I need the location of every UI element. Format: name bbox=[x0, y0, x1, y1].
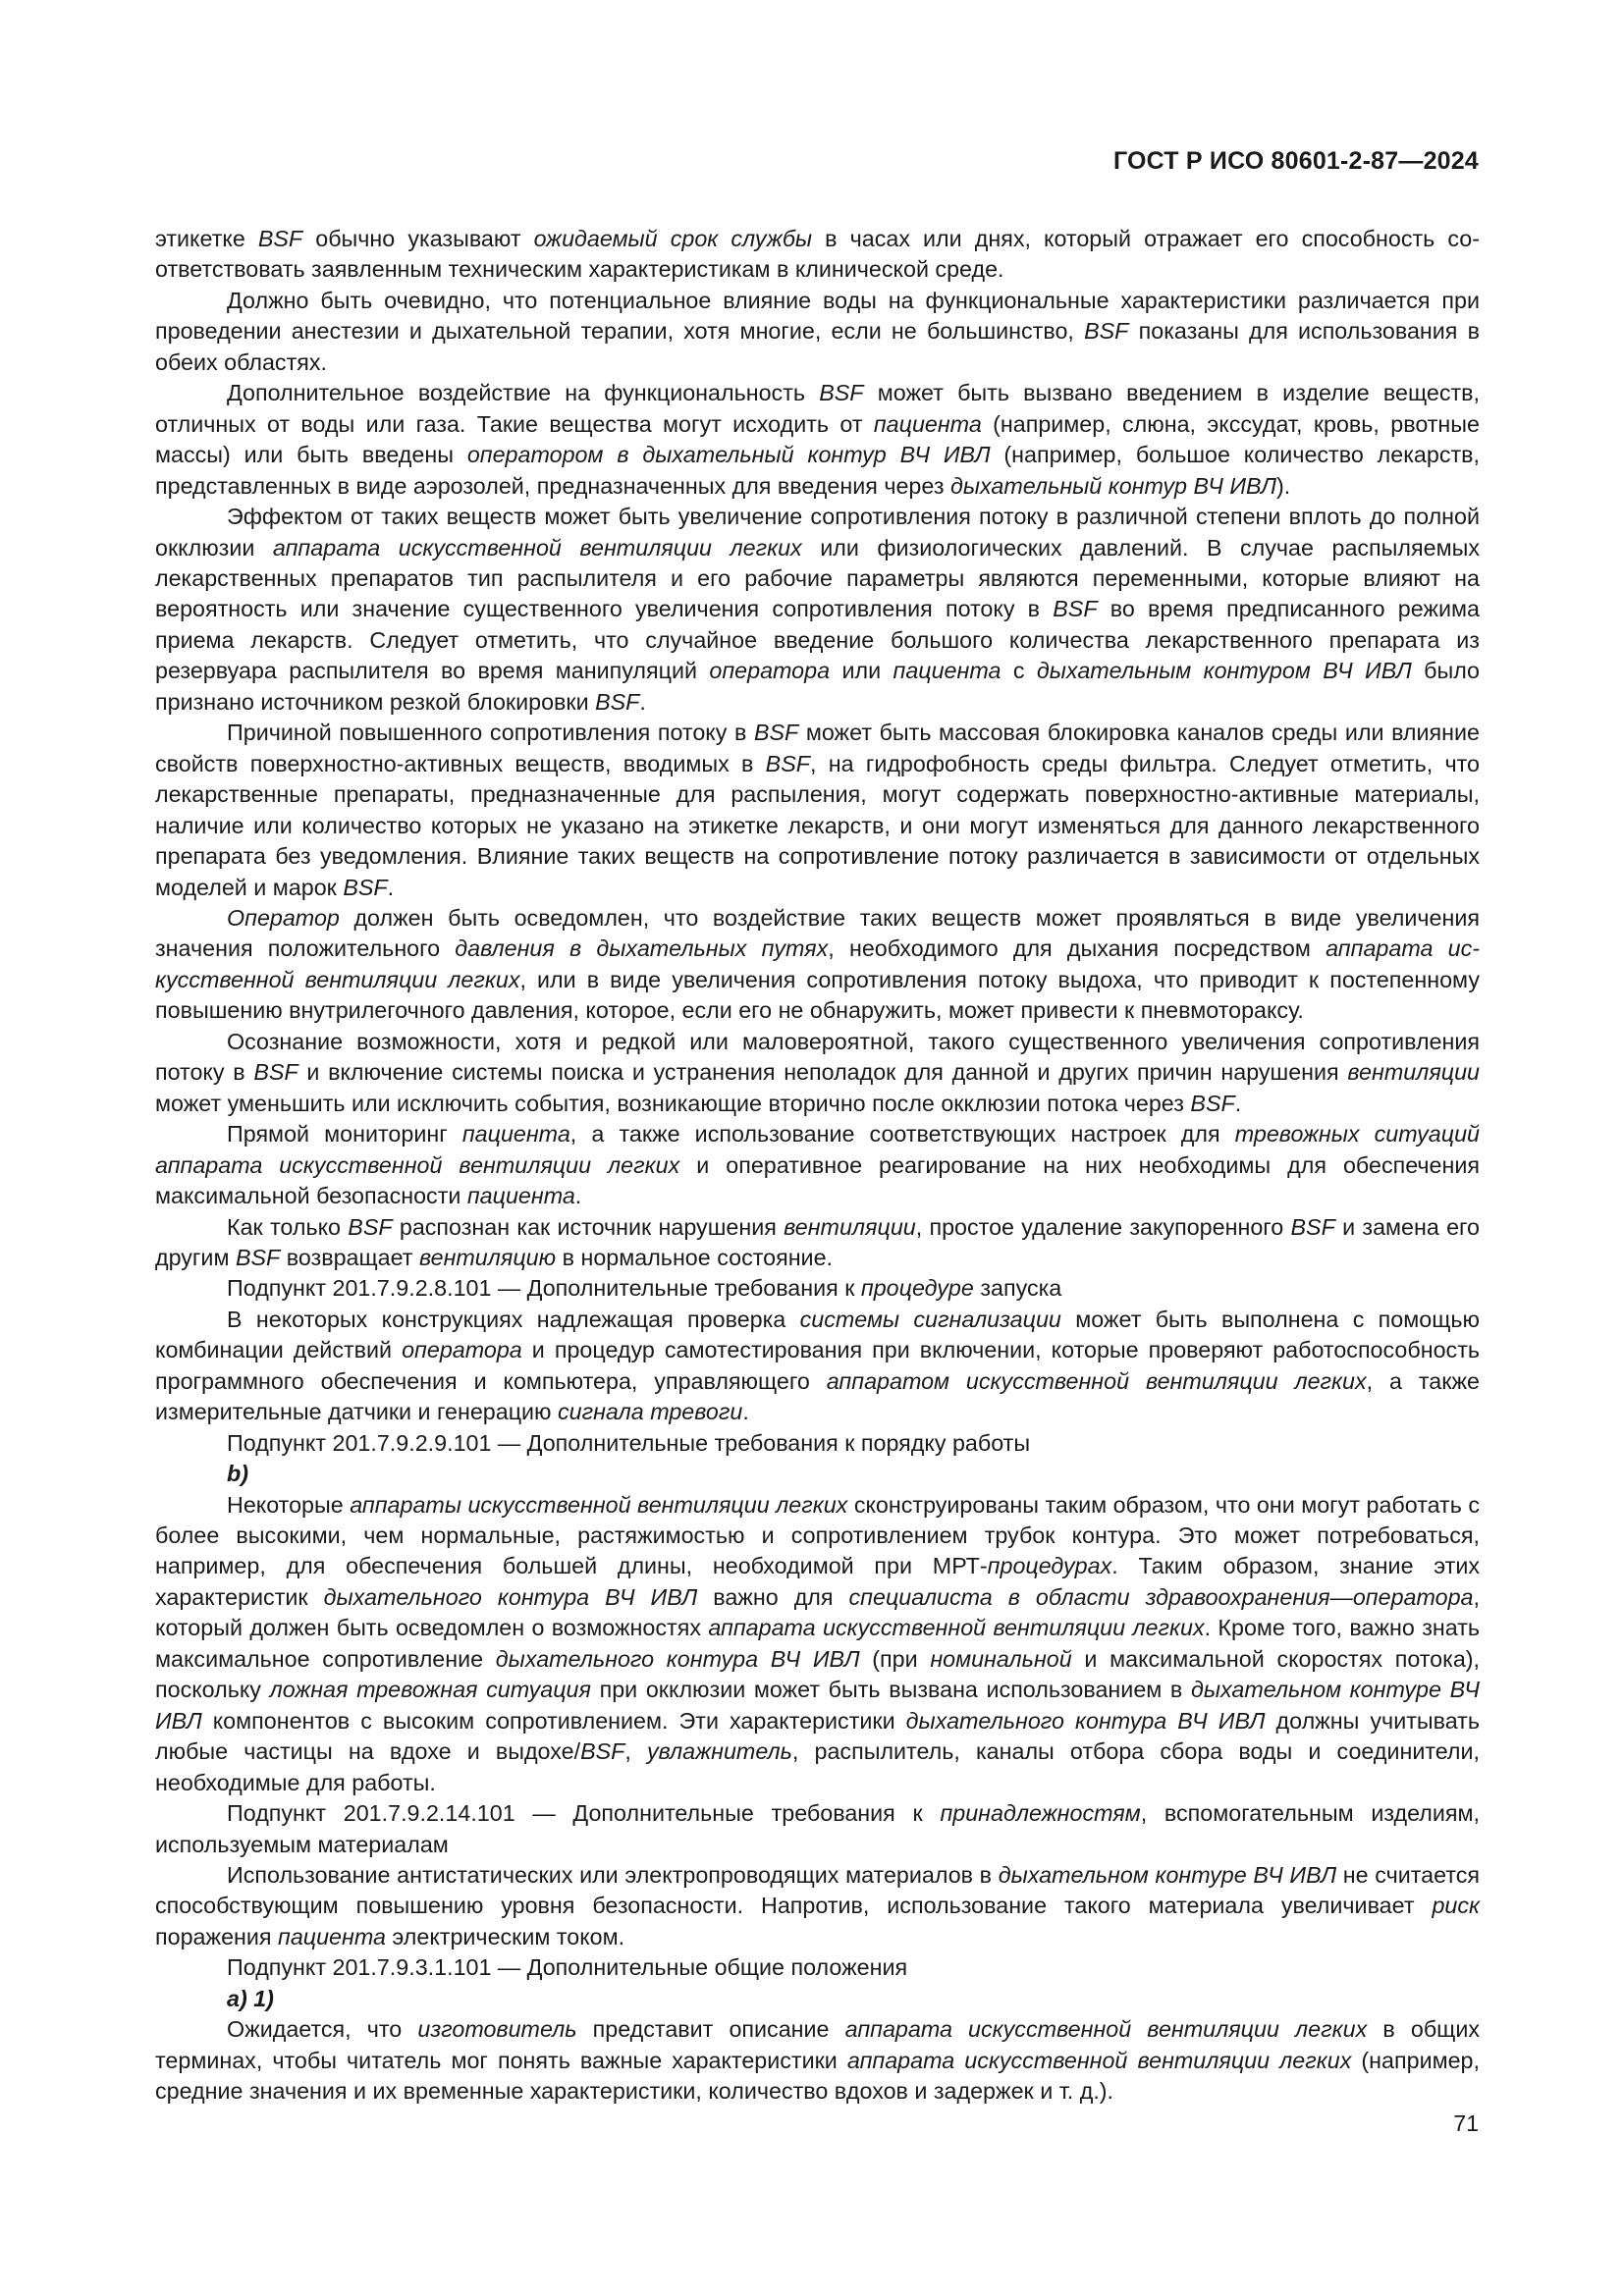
italic-term: ложная тревожная ситуация bbox=[269, 1677, 591, 1703]
para-circuit-characteristics bbox=[155, 1490, 1480, 1799]
italic-term: BSF bbox=[1053, 596, 1098, 622]
text-run: , bbox=[624, 1738, 647, 1765]
text-run: (например, средние значения и их временные характеристики, количество вдохов и задержек и т. д.). bbox=[155, 2047, 1480, 2105]
text-run: может быть вызвано введением в изделие веществ, отличных от воды или газа. Такие вещества могут исходить от bbox=[155, 380, 1481, 437]
italic-term: дыхательного контура ВЧ ИВЛ bbox=[905, 1707, 1266, 1734]
text-run: Осознание возможности, хотя и редкой или маловероятной, такого существенного увеличения сопротивления потоку в bbox=[155, 1028, 1480, 1086]
italic-term: увлажнитель bbox=[647, 1738, 792, 1765]
item-label-b bbox=[155, 1459, 1480, 1489]
italic-term: BSF bbox=[580, 1738, 625, 1765]
text-run: должны учитывать любые частицы на вдохе и выдохе/ bbox=[155, 1707, 1480, 1765]
italic-term: BSF bbox=[348, 1213, 393, 1240]
italic-term: аппараты искусственной вентиляции легких bbox=[350, 1491, 848, 1518]
text-run: во время предписанного режима приема лекарств. Следует отметить, что случайное введение большого количества лекарственного препарата из резервуара распылителя во время манипуляций bbox=[155, 596, 1480, 684]
italic-term: BSF bbox=[253, 1059, 298, 1086]
text-run: , который должен быть осведомлен о возможностях bbox=[155, 1583, 1480, 1641]
text-run: может уменьшить или исключить события, возникающие вторично после окклюзии потока через bbox=[155, 1090, 1191, 1116]
text-run: Подпункт 201.7.9.2.14.101 — Дополнительные требования к bbox=[227, 1800, 941, 1827]
text-run: и максимальной скоростях потока), поскольку bbox=[155, 1645, 1481, 1703]
italic-term: изготовитель bbox=[417, 2016, 577, 2043]
text-run: не считается способствующим повышению уровня безопасности. Напротив, использование такого материала увеличивает bbox=[155, 1862, 1480, 1919]
text-run: в нормальное состояние. bbox=[556, 1244, 834, 1270]
text-run: было признано источником резкой блокировки bbox=[155, 658, 1481, 715]
text-run: в часах или днях, который отражает его способность соответствовать заявленным техническим характеристикам в клинической среде. bbox=[155, 226, 1480, 283]
text-run: (например, большое количество лекарств, представленных в виде аэрозолей, предназначенных для введения через bbox=[155, 442, 1480, 499]
italic-term: ожидаемый срок службы bbox=[533, 226, 813, 251]
italic-term: дыхательным контуром ВЧ ИВЛ bbox=[1036, 658, 1412, 684]
subclause-201-7-9-2-14-101 bbox=[155, 1798, 1480, 1860]
para-manufacturer-description bbox=[155, 2014, 1480, 2107]
subclause-201-7-9-2-9-101 bbox=[155, 1428, 1480, 1459]
para-blockage-cause bbox=[155, 718, 1480, 903]
italic-term: специалиста в области здравоохранения—оператора bbox=[848, 1583, 1474, 1610]
italic-term: оператора bbox=[402, 1337, 522, 1363]
text-run: Ожидается, что bbox=[227, 2016, 418, 2043]
text-run: и процедур самотестирования при включении, которые проверяют работоспособность программного обеспечения и компьютера, управляющего bbox=[155, 1337, 1481, 1394]
italic-term: дыхательном контуре ВЧ ИВЛ bbox=[155, 1677, 1480, 1734]
text-run: Подпункт 201.7.9.3.1.101 — Дополнительные общие положения bbox=[227, 1954, 908, 1981]
text-run: Причиной повышенного сопротивления потоку в bbox=[227, 720, 754, 746]
italic-term: риск bbox=[1432, 1893, 1480, 1919]
item-label-a1 bbox=[155, 1984, 1480, 2014]
text-run: (при bbox=[859, 1645, 931, 1672]
text-run: Эффектом от таких веществ может быть увеличение сопротивления потоку в различной степени вплоть до полной окклюзии bbox=[155, 504, 1480, 561]
text-run: важно для bbox=[697, 1583, 849, 1610]
text-run: (например, слюна, экссудат, кровь, рвотные массы) или быть введены bbox=[155, 410, 1480, 468]
para-flow-resistance-effect bbox=[155, 502, 1480, 718]
para-additional-substances bbox=[155, 378, 1480, 502]
text-run: и замена его другим bbox=[155, 1213, 1480, 1270]
italic-term: вентиляцию bbox=[418, 1244, 557, 1270]
text-run: Использование антистатических или электропроводящих материалов в bbox=[227, 1862, 999, 1889]
text-run: Дополнительное воздействие на функциональность bbox=[227, 380, 820, 406]
italic-term: вентиляции bbox=[784, 1213, 916, 1240]
text-run: возвращает bbox=[280, 1244, 419, 1270]
para-antistatic-materials bbox=[155, 1860, 1480, 1952]
text-run: Некоторые bbox=[227, 1491, 351, 1518]
italic-term: BSF bbox=[1084, 318, 1129, 345]
text-run: . Кроме того, важно знать максимальное сопротивление bbox=[155, 1615, 1481, 1672]
italic-term: сигнала тревоги bbox=[558, 1399, 743, 1425]
text-run: показаны для использования в обеих областях. bbox=[155, 318, 1480, 375]
italic-term: BSF bbox=[1290, 1213, 1335, 1240]
italic-term: тревожных ситуаций аппарата искусственной вентиляции легких bbox=[155, 1121, 1480, 1178]
italic-term: аппарата искусственной вентиляции легких bbox=[155, 935, 1480, 992]
page-number: 71 bbox=[1453, 2110, 1479, 2136]
text-run: запуска bbox=[973, 1275, 1062, 1302]
text-run: при окклюзии может быть вызвана использованием в bbox=[590, 1677, 1191, 1703]
text-run: компонентов с высоким сопротивлением. Эти характеристики bbox=[201, 1707, 906, 1734]
text-run: Подпункт 201.7.9.2.8.101 — Дополнительные требования к bbox=[227, 1275, 861, 1302]
italic-term: дыхательного контура ВЧ ИВЛ bbox=[495, 1645, 860, 1672]
italic-term: BSF bbox=[765, 750, 810, 776]
italic-term: аппарата искусственной вентиляции легких bbox=[846, 2047, 1352, 2073]
text-run: должен быть осведомлен, что воздействие таких веществ может проявляться в виде увеличения значения положительного bbox=[155, 904, 1480, 962]
italic-term: оператора bbox=[709, 658, 831, 684]
italic-term: пациента bbox=[466, 1183, 575, 1209]
italic-term: давления в дыхательных путях bbox=[455, 935, 829, 962]
para-water-influence bbox=[155, 286, 1480, 378]
text-run: обычно указывают bbox=[302, 226, 534, 251]
para-bsf-replacement bbox=[155, 1212, 1480, 1274]
text-run: и включение системы поиска и устранения неполадок для данной и других причин нарушения bbox=[298, 1059, 1348, 1086]
italic-term: дыхательный контур ВЧ ИВЛ bbox=[949, 472, 1277, 499]
text-run: . Таким образом, знание этих характеристик bbox=[155, 1553, 1480, 1610]
italic-term: BSF bbox=[257, 226, 303, 251]
text-run: с bbox=[1001, 658, 1037, 684]
italic-term: системы сигнализации bbox=[799, 1306, 1061, 1332]
text-run: сконструированы таким образом, что они могут работать с более высокими, чем нормальные, растяжимостью и сопротивлением трубок контура. Это может потребоваться, например, для обеспечения большей длины, необходимой при МРТ- bbox=[155, 1491, 1480, 1579]
text-run: может быть выполнена с помощью комбинации действий bbox=[155, 1306, 1481, 1363]
document-body bbox=[155, 224, 1480, 2108]
para-operator-awareness bbox=[155, 903, 1480, 1027]
italic-term: аппаратом искусственной вентиляции легких bbox=[826, 1367, 1367, 1394]
italic-term: пациента bbox=[278, 1923, 386, 1949]
italic-term: BSF bbox=[753, 720, 799, 746]
text-run: b) bbox=[227, 1461, 248, 1487]
para-label-expected-lifetime bbox=[155, 224, 1480, 286]
italic-term: номинальной bbox=[930, 1645, 1072, 1672]
italic-term: BSF bbox=[343, 874, 388, 900]
text-run: , а также использование соответствующих настроек для bbox=[569, 1121, 1235, 1148]
italic-term: пациента bbox=[873, 410, 982, 437]
italic-term: пациента bbox=[893, 658, 1001, 684]
standard-header: ГОСТ Р ИСО 80601-2-87—2024 bbox=[1112, 147, 1479, 175]
subclause-201-7-9-3-1-101 bbox=[155, 1952, 1480, 1983]
text-run: Прямой мониторинг bbox=[227, 1121, 462, 1148]
text-run: Подпункт 201.7.9.2.9.101 — Дополнительные требования к порядку работы bbox=[227, 1429, 1031, 1456]
text-run: , распылитель, каналы отбора сбора воды и соединители, необходимые для работы. bbox=[155, 1738, 1481, 1795]
italic-term: BSF bbox=[1190, 1090, 1235, 1116]
italic-term: процедурах bbox=[987, 1553, 1112, 1579]
italic-term: дыхательном контуре ВЧ ИВЛ bbox=[998, 1862, 1337, 1889]
italic-term: аппарата искусственной вентиляции легких bbox=[844, 2016, 1368, 2043]
text-run: или bbox=[830, 658, 893, 684]
text-run: и оперативное реагирование на них необходимы для обеспечения максимальной безопасности bbox=[155, 1151, 1480, 1209]
text-run: или физиологических давлений. В случае распыляемых лекарственных препаратов тип распылителя и его рабочие параметры являются переменными, которые влияют на вероятность или значение существенного увеличения сопротивления потоку в bbox=[155, 534, 1480, 622]
italic-term: BSF bbox=[595, 688, 640, 715]
text-run: . bbox=[387, 874, 395, 900]
para-patient-monitoring bbox=[155, 1119, 1480, 1211]
text-run: , а также измерительные датчики и генерацию bbox=[155, 1367, 1481, 1425]
italic-term: оператором в дыхательный контур ВЧ ИВЛ bbox=[466, 442, 991, 468]
italic-term: принадлежностям bbox=[940, 1800, 1141, 1827]
text-run: распознан как источник нарушения bbox=[392, 1213, 785, 1240]
text-run: в общих терминах, чтобы читатель мог понять важные характеристики bbox=[155, 2016, 1480, 2073]
text-run: ). bbox=[1276, 472, 1291, 499]
text-run: электрическим током. bbox=[385, 1923, 625, 1949]
text-run: может быть массовая блокировка каналов среды или влияние свойств поверхностно-активных веществ, вводимых в bbox=[155, 720, 1480, 776]
italic-term: Оператор bbox=[227, 904, 340, 931]
italic-term: аппарата искусственной вентиляции легких bbox=[708, 1615, 1205, 1641]
text-run: , простое удаление закупоренного bbox=[915, 1213, 1291, 1240]
text-run: представит описание bbox=[576, 2016, 845, 2043]
italic-term: пациента bbox=[461, 1121, 570, 1148]
italic-term: процедуре bbox=[860, 1275, 974, 1302]
text-run: , или в виде увеличения сопротивления потоку выдоха, что приводит к постепенному повышению внутрилегочного давления, которое, если его не обнаружить, может привести к пневмотораксу. bbox=[155, 966, 1480, 1024]
text-run: , на гидрофобность среды фильтра. Следует отметить, что лекарственные препараты, предназначенные для распыления, могут содержать поверхностно-активные материалы, наличие или количество которых не указано на этикетке лекарств, и они могут изменяться для данного лекарственного препарата без уведомления. Влияние таких веществ на сопротивление потоку различается в зависимости от отдельных моделей и марок bbox=[155, 750, 1480, 900]
subclause-201-7-9-2-8-101 bbox=[155, 1273, 1480, 1304]
italic-term: аппарата искусственной вентиляции легких bbox=[272, 534, 802, 561]
italic-term: дыхательного контура ВЧ ИВЛ bbox=[323, 1583, 698, 1610]
text-run: a) 1) bbox=[227, 1985, 274, 2011]
text-run: , необходимого для дыхания посредством bbox=[828, 935, 1326, 962]
text-run: . bbox=[742, 1399, 749, 1425]
text-run: этикетке bbox=[155, 226, 258, 251]
text-run: Как только bbox=[227, 1213, 349, 1240]
para-troubleshooting bbox=[155, 1027, 1480, 1119]
italic-term: BSF bbox=[819, 380, 864, 406]
para-alarm-system-check bbox=[155, 1305, 1480, 1428]
text-run: , вспомогательным изделиям, используемым материалам bbox=[155, 1800, 1480, 1857]
text-run: . bbox=[639, 688, 646, 715]
italic-term: вентиляции bbox=[1347, 1059, 1480, 1086]
text-run: поражения bbox=[155, 1923, 278, 1949]
text-run: . bbox=[1234, 1090, 1242, 1116]
italic-term: BSF bbox=[235, 1244, 281, 1270]
text-run: В некоторых конструкциях надлежащая проверка bbox=[227, 1306, 800, 1332]
text-run: . bbox=[574, 1183, 582, 1209]
text-run: Должно быть очевидно, что потенциальное влияние воды на функциональные характеристики различается при проведении анестезии и дыхательной терапии, хотя многие, если не большинство, bbox=[155, 287, 1480, 345]
